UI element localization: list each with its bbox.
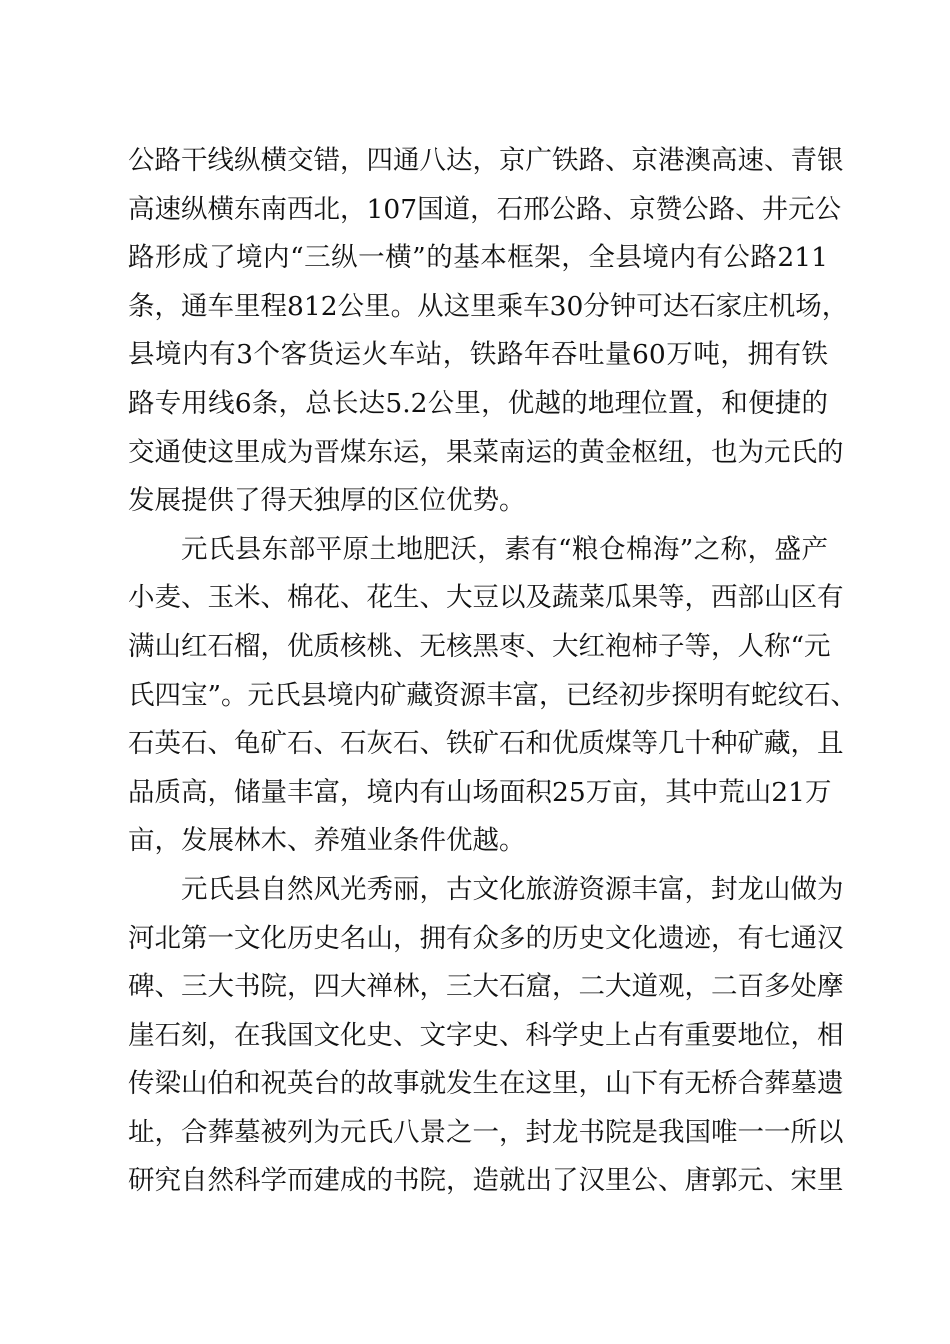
text-line: 县境内有3个客货运火车站，铁路年吞吐量60万吨，拥有铁 <box>128 339 828 371</box>
text-line: 河北第一文化历史名山，拥有众多的历史文化遗迹，有七通汉 <box>128 922 844 954</box>
text-line: 研究自然科学而建成的书院，造就出了汉里公、唐郭元、宋里 <box>128 1165 844 1197</box>
text-line: 亩，发展林木、养殖业条件优越。 <box>128 825 526 857</box>
text-line: 路专用线6条，总长达5.2公里，优越的地理位置，和便捷的 <box>128 387 828 419</box>
text-line: 崖石刻，在我国文化史、文字史、科学史上占有重要地位，相 <box>128 1019 844 1051</box>
text-line: 小麦、玉米、棉花、花生、大豆以及蔬菜瓜果等，西部山区有 <box>128 582 844 614</box>
text-line: 碑、三大书院，四大禅林，三大石窟，二大道观，二百多处摩 <box>128 971 844 1003</box>
text-line: 条，通车里程812公里。从这里乘车30分钟可达石家庄机场， <box>128 290 849 322</box>
body-text <box>128 137 858 1206</box>
text-line: 址，合葬墓被列为元氏八景之一，封龙书院是我国唯一一所以 <box>128 1116 844 1148</box>
text-line: 公路干线纵横交错，四通八达，京广铁路、京港澳高速、青银 <box>128 145 844 176</box>
text-line: 发展提供了得天独厚的区位优势。 <box>128 485 526 517</box>
text-line: 交通使这里成为晋煤东运，果菜南运的黄金枢纽，也为元氏的 <box>128 436 844 468</box>
text-line: 石英石、龟矿石、石灰石、铁矿石和优质煤等几十种矿藏，且 <box>128 728 844 760</box>
text-line: 品质高，储量丰富，境内有山场面积25万亩，其中荒山21万 <box>128 776 832 808</box>
text-line: 满山红石榴，优质核桃、无核黑枣、大红袍柿子等，人称“元 <box>128 630 831 662</box>
text-line: 氏四宝”。元氏县境内矿藏资源丰富，已经初步探明有蛇纹石、 <box>128 679 858 711</box>
text-line: 传梁山伯和祝英台的故事就发生在这里，山下有无桥合葬墓遗 <box>128 1068 844 1100</box>
text-line: 路形成了境内“三纵一横”的基本框架，全县境内有公路211 <box>128 242 828 274</box>
paragraph-first-line: 元氏县自然风光秀丽，古文化旅游资源丰富，封龙山做为 <box>181 873 844 905</box>
paragraph-first-line: 元氏县东部平原土地肥沃，素有“粮仓棉海”之称，盛产 <box>181 533 828 565</box>
text-line: 高速纵横东南西北，107国道，石邢公路、京赞公路、井元公 <box>128 193 842 225</box>
